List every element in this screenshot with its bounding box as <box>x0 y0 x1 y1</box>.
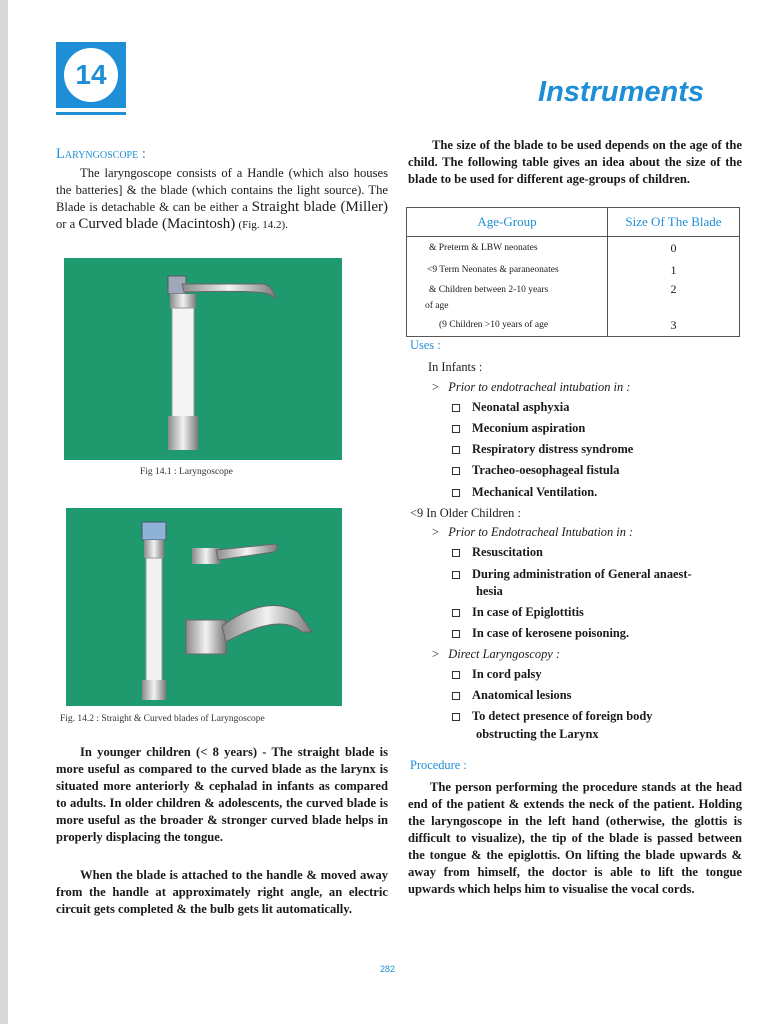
table-row <box>407 298 740 314</box>
list-item <box>452 400 569 415</box>
list-item-continuation: hesia <box>476 584 503 598</box>
list-item-text: In case of kerosene poisoning. <box>472 626 630 640</box>
intro-straight: Straight blade (Miller) <box>251 199 388 215</box>
list-item-text: Meconium aspiration <box>472 421 586 435</box>
list-item <box>452 667 542 682</box>
list-item-text: In cord palsy <box>472 667 542 681</box>
direct-subheading <box>432 647 560 662</box>
infants-sub-text: Prior to endotracheal intubation in : <box>448 380 631 394</box>
older-children-label: <9 In Older Children : <box>410 506 521 520</box>
chevron-right-icon: > <box>432 380 439 394</box>
blades-photo <box>66 508 342 706</box>
list-item <box>452 463 619 478</box>
list-item-text: Resuscitation <box>472 545 543 559</box>
table-cell-age: & Children between 2-10 years <box>407 281 608 298</box>
uses-heading: Uses : <box>410 338 441 352</box>
square-bullet-icon <box>452 692 460 700</box>
table-row <box>407 314 740 337</box>
chevron-right-icon: > <box>432 647 439 661</box>
table-cell-age: of age <box>407 298 608 314</box>
table-row <box>407 237 740 260</box>
table-cell-size: 2 <box>608 281 740 298</box>
table-cell-size: 0 <box>608 237 740 260</box>
blade-size-table <box>406 207 740 337</box>
list-item-text: Tracheo-oesophageal fistula <box>472 463 620 477</box>
list-item-text: Respiratory distress syndrome <box>472 442 634 456</box>
intro-curved: Curved <box>78 216 123 232</box>
chapter-number: 14 <box>64 48 118 102</box>
square-bullet-icon <box>452 446 460 454</box>
list-item <box>452 485 597 500</box>
list-item-text: To detect presence of foreign body <box>472 709 653 723</box>
square-bullet-icon <box>452 609 460 617</box>
list-item-text: Neonatal asphyxia <box>472 400 570 414</box>
table-cell-age: (9 Children >10 years of age <box>407 314 608 337</box>
blade-attached-paragraph: When the blade is attached to the handle & moved away from the handle at approximately right angle, an electric circuit gets completed & the bulb gets lit automatically. <box>56 868 388 916</box>
table-cell-size: 1 <box>608 259 740 281</box>
older-subheading <box>432 525 633 540</box>
list-item-text: In case of Epiglottitis <box>472 605 584 619</box>
table-header-size: Size Of The Blade <box>608 208 740 237</box>
list-item-text: Mechanical Ventilation. <box>472 485 598 499</box>
infants-subheading <box>432 380 630 395</box>
chapter-underline <box>56 112 126 115</box>
list-item <box>452 709 652 724</box>
table-cell-size: 3 <box>608 314 740 337</box>
list-item <box>452 421 585 436</box>
list-item-continuation: obstructing the Larynx <box>476 727 599 741</box>
square-bullet-icon <box>452 489 460 497</box>
square-bullet-icon <box>452 671 460 679</box>
square-bullet-icon <box>452 571 460 579</box>
table-header-age: Age-Group <box>407 208 608 237</box>
in-infants-label: In Infants : <box>428 360 483 374</box>
square-bullet-icon <box>452 425 460 433</box>
chapter-title: Instruments <box>538 76 704 108</box>
table-cell-age: <9 Term Neonates & paraneonates <box>407 259 608 281</box>
list-item-text: Anatomical lesions <box>472 688 572 702</box>
laryngoscope-photo <box>64 258 342 460</box>
fig2-caption: Fig. 14.2 : Straight & Curved blades of Laryngoscope <box>60 714 265 724</box>
intro-ref: (Fig. 14.2). <box>238 219 288 231</box>
table-cell-size <box>608 298 740 314</box>
square-bullet-icon <box>452 467 460 475</box>
page-number: 282 <box>380 964 396 974</box>
chapter-badge <box>56 42 126 108</box>
table-header-row <box>407 208 740 237</box>
fig1-caption: Fig 14.1 : Laryngoscope <box>140 467 233 477</box>
table-row <box>407 281 740 298</box>
laryngoscope-illustration <box>64 258 342 460</box>
blade-size-intro: The size of the blade to be used depends on the age of the child. The following table gives an idea about the size of the blade to be used for different age-groups of children. <box>408 138 742 186</box>
procedure-paragraph: The person performing the procedure stands at the head end of the patient & extends the neck of the patient. Holding the laryngoscope in the left hand (otherwise, the glottis is difficult to visualize), the tip of the blade is passed between the tongue & the epiglottis. On lifting the blade upwards & away from himself, the doctor is able to lift the tongue upwards which helps him to visualise the vocal cords. <box>408 780 742 896</box>
intro-text-3: blade (Macintosh) <box>125 216 236 232</box>
chevron-right-icon: > <box>432 525 439 539</box>
square-bullet-icon <box>452 630 460 638</box>
intro-text-1: The laryngoscope consists of a Handle (which also houses the batteries] & the blade (which contains the light source). The Blade is detachable & <box>56 166 388 214</box>
list-item <box>452 567 692 582</box>
list-item-text: During administration of General anaest- <box>472 567 692 581</box>
list-item <box>452 442 633 457</box>
list-item <box>452 605 584 620</box>
intro-or: or a <box>56 217 76 231</box>
younger-children-paragraph: In younger children (< 8 years) - The straight blade is more useful as compared to the curved blade as the larynx is situated more anteriorly & cephalad in infants as compared to adults. In older children & adolescents, the curved blade is more useful as the broader & stronger curved blade helps in properly displacing the tongue. <box>56 745 388 844</box>
older-sub-text: Prior to Endotracheal Intubation in : <box>448 525 634 539</box>
direct-sub-text: Direct Laryngoscopy : <box>448 647 561 661</box>
page-edge <box>0 0 8 1024</box>
list-item <box>452 626 629 641</box>
square-bullet-icon <box>452 713 460 721</box>
intro-paragraph <box>56 165 388 234</box>
table-cell-age: & Preterm & LBW neonates <box>407 237 608 260</box>
blades-illustration <box>66 508 342 706</box>
square-bullet-icon <box>452 404 460 412</box>
laryngoscope-heading: Laryngoscope : <box>56 146 146 162</box>
table-row <box>407 259 740 281</box>
square-bullet-icon <box>452 549 460 557</box>
list-item <box>452 545 543 560</box>
intro-text-2: can be either a <box>172 200 248 214</box>
procedure-heading: Procedure : <box>410 758 467 772</box>
list-item <box>452 688 571 703</box>
